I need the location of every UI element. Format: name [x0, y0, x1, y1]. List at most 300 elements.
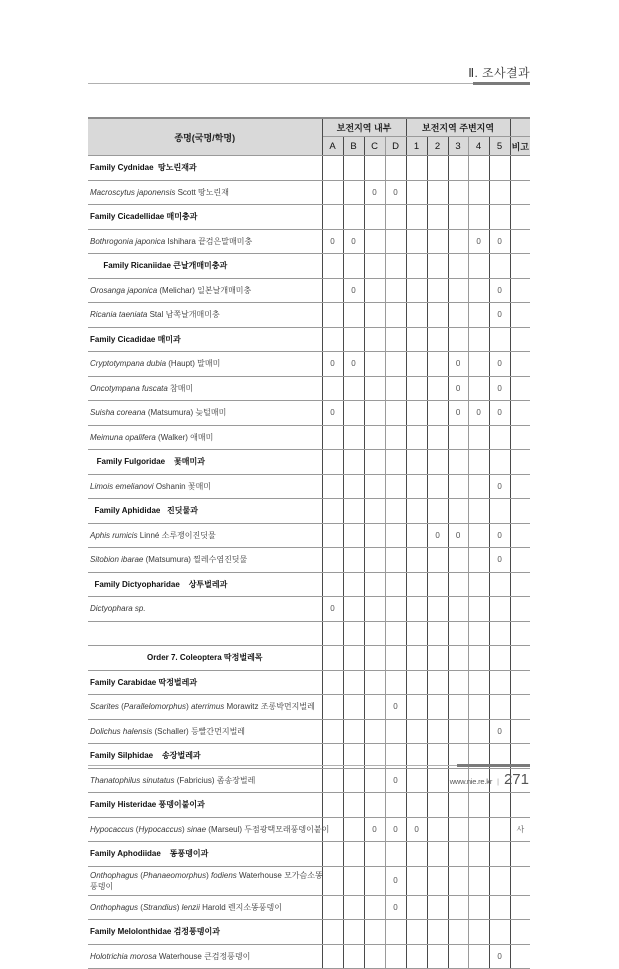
cell-5: 0 [489, 303, 510, 328]
cell-3 [448, 450, 468, 475]
cell-4 [468, 695, 489, 720]
author-common-name: Linné 소루쟁이진딧물 [137, 530, 216, 540]
column-header-d: D [385, 137, 406, 156]
cell-3 [448, 719, 468, 744]
species-row [88, 548, 530, 573]
cell-4 [468, 646, 489, 671]
author-common-name: Waterhouse 큰검정풍뎅이 [156, 951, 251, 961]
cell-2 [427, 695, 448, 720]
column-header-a: A [322, 137, 343, 156]
species-row [88, 695, 530, 720]
cell-2 [427, 920, 448, 945]
author-common-name: Waterhouse 모가슴소똥 풍뎅이 [90, 870, 323, 891]
cell-a [322, 895, 343, 920]
table-header [88, 118, 530, 156]
author-common-name: ) [182, 824, 187, 834]
author-common-name: (Walker) 애매미 [155, 432, 214, 442]
cell-c [364, 229, 385, 254]
cell-d: 0 [385, 866, 406, 895]
scientific-name: Ricania taeniata [90, 310, 148, 320]
cell-b [343, 768, 364, 793]
cell-1 [406, 327, 427, 352]
cell-b [343, 817, 364, 842]
species-row [88, 895, 530, 920]
cell-d [385, 646, 406, 671]
cell-3 [448, 793, 468, 818]
cell-5 [489, 793, 510, 818]
family-name-cell [88, 793, 322, 818]
family-label: Family Aphididae 진딧물과 [90, 506, 198, 516]
cell-b [343, 523, 364, 548]
column-group-inside: 보전지역 내부 [322, 118, 406, 137]
family-row [88, 920, 530, 945]
family-row [88, 499, 530, 524]
cell-5 [489, 895, 510, 920]
cell-d [385, 205, 406, 230]
cell-5 [489, 572, 510, 597]
species-row [88, 866, 530, 895]
cell-remarks [510, 670, 530, 695]
cell-b [343, 303, 364, 328]
cell-3: 0 [448, 352, 468, 377]
family-name-cell [88, 842, 322, 867]
species-name-cell [88, 352, 322, 377]
cell-c [364, 548, 385, 573]
family-name-cell [88, 670, 322, 695]
cell-b: 0 [343, 352, 364, 377]
cell-3: 0 [448, 401, 468, 426]
cell-b [343, 842, 364, 867]
author-common-name: ( [133, 824, 139, 834]
species-name-cell [88, 695, 322, 720]
cell-a [322, 425, 343, 450]
cell-c [364, 499, 385, 524]
cell-c [364, 695, 385, 720]
empty-row [88, 621, 530, 646]
species-row [88, 401, 530, 426]
species-name-cell [88, 401, 322, 426]
cell-2 [427, 327, 448, 352]
scientific-name: Sitobion ibarae [90, 555, 144, 565]
cell-2 [427, 793, 448, 818]
cell-remarks [510, 376, 530, 401]
cell-1 [406, 719, 427, 744]
cell-remarks [510, 156, 530, 181]
scientific-name: Thanatophilus sinutatus [90, 775, 175, 785]
cell-a [322, 278, 343, 303]
cell-5 [489, 450, 510, 475]
column-header-remarks: 비고 [510, 137, 530, 156]
cell-d [385, 254, 406, 279]
cell-1 [406, 572, 427, 597]
cell-3 [448, 229, 468, 254]
cell-a [322, 920, 343, 945]
footer-url: www.nie.re.kr [449, 777, 493, 786]
cell-5 [489, 866, 510, 895]
cell-d [385, 548, 406, 573]
cell-4 [468, 920, 489, 945]
scientific-name: Orosanga japonica [90, 285, 158, 295]
cell-5 [489, 180, 510, 205]
cell-4 [468, 597, 489, 622]
cell-1 [406, 944, 427, 969]
scientific-name: Aphis rumicis [90, 530, 138, 540]
cell-remarks [510, 695, 530, 720]
cell-5 [489, 670, 510, 695]
cell-d: 0 [385, 895, 406, 920]
cell-b [343, 695, 364, 720]
cell-d [385, 156, 406, 181]
cell-5: 0 [489, 719, 510, 744]
page-number: 271 [503, 771, 529, 788]
cell-a [322, 842, 343, 867]
cell-1 [406, 597, 427, 622]
scientific-name: Onthophagus [90, 902, 139, 912]
cell-b [343, 944, 364, 969]
cell-4 [468, 303, 489, 328]
cell-a: 0 [322, 597, 343, 622]
cell-a [322, 523, 343, 548]
cell-5 [489, 597, 510, 622]
cell-1 [406, 303, 427, 328]
cell-d [385, 719, 406, 744]
cell-1 [406, 499, 427, 524]
cell-2 [427, 474, 448, 499]
cell-3 [448, 548, 468, 573]
cell-4 [468, 450, 489, 475]
cell-4 [468, 548, 489, 573]
cell-4 [468, 523, 489, 548]
cell-remarks [510, 646, 530, 671]
author-common-name: Scott 땅노린재 [175, 187, 229, 197]
family-label: Family Cicadellidae 매미충과 [90, 212, 198, 222]
family-row [88, 254, 530, 279]
cell-d: 0 [385, 180, 406, 205]
cell-a [322, 695, 343, 720]
author-common-name: 참매미 [167, 383, 194, 393]
cell-b [343, 572, 364, 597]
cell-b [343, 499, 364, 524]
species-survey-table [88, 117, 530, 969]
author-common-name: (Schaller) 등빨간먼지벌레 [152, 726, 246, 736]
cell-d: 0 [385, 817, 406, 842]
cell-5 [489, 499, 510, 524]
cell-3 [448, 866, 468, 895]
scientific-name: Hypocaccus [138, 824, 183, 834]
cell-d [385, 376, 406, 401]
cell-c [364, 572, 385, 597]
cell-2 [427, 376, 448, 401]
cell-a: 0 [322, 229, 343, 254]
scientific-name: Dolichus halensis [90, 726, 153, 736]
species-name-cell [88, 523, 322, 548]
cell-a [322, 621, 343, 646]
author-common-name: ( [138, 870, 143, 880]
cell-d: 0 [385, 695, 406, 720]
cell-c [364, 670, 385, 695]
scientific-name: fodiens [210, 870, 237, 880]
cell-3 [448, 817, 468, 842]
cell-1 [406, 450, 427, 475]
cell-remarks [510, 548, 530, 573]
scientific-name: Oncotympana fuscata [90, 383, 168, 393]
scientific-name: Meimuna opalifera [90, 432, 156, 442]
author-common-name: ( [118, 702, 124, 712]
cell-3 [448, 180, 468, 205]
cell-5: 0 [489, 474, 510, 499]
cell-5: 0 [489, 944, 510, 969]
cell-1 [406, 401, 427, 426]
species-name-cell [88, 866, 322, 895]
cell-5: 0 [489, 229, 510, 254]
cell-remarks [510, 597, 530, 622]
species-row [88, 376, 530, 401]
species-row [88, 229, 530, 254]
cell-d [385, 352, 406, 377]
cell-4 [468, 866, 489, 895]
cell-d [385, 944, 406, 969]
cell-4 [468, 944, 489, 969]
family-name-cell [88, 499, 322, 524]
cell-c [364, 842, 385, 867]
cell-3 [448, 597, 468, 622]
cell-4 [468, 499, 489, 524]
cell-3 [448, 474, 468, 499]
cell-d [385, 474, 406, 499]
cell-remarks [510, 474, 530, 499]
cell-a [322, 944, 343, 969]
cell-4 [468, 180, 489, 205]
cell-c [364, 327, 385, 352]
cell-5 [489, 646, 510, 671]
cell-3 [448, 254, 468, 279]
cell-remarks [510, 205, 530, 230]
cell-a [322, 670, 343, 695]
cell-2 [427, 719, 448, 744]
species-name-cell [88, 768, 322, 793]
footer-separator: | [497, 779, 499, 786]
cell-remarks [510, 719, 530, 744]
cell-5 [489, 695, 510, 720]
cell-remarks [510, 425, 530, 450]
cell-2 [427, 303, 448, 328]
family-name-cell [88, 450, 322, 475]
cell-a [322, 254, 343, 279]
cell-1 [406, 425, 427, 450]
column-header-5: 5 [489, 137, 510, 156]
cell-b [343, 895, 364, 920]
cell-4 [468, 352, 489, 377]
cell-2 [427, 499, 448, 524]
cell-remarks [510, 499, 530, 524]
cell-1 [406, 695, 427, 720]
cell-a [322, 548, 343, 573]
scientific-name: Macroscytus japonensis [90, 187, 176, 197]
column-group-around: 보전지역 주변지역 [406, 118, 510, 137]
cell-remarks [510, 254, 530, 279]
cell-b [343, 670, 364, 695]
species-row [88, 597, 530, 622]
cell-4 [468, 205, 489, 230]
cell-c [364, 646, 385, 671]
family-label: Family Aphodiidae 똥풍뎅이과 [90, 849, 209, 859]
cell-3 [448, 895, 468, 920]
cell-2 [427, 401, 448, 426]
cell-c [364, 254, 385, 279]
cell-1 [406, 768, 427, 793]
empty-name-cell [88, 621, 322, 646]
cell-1 [406, 352, 427, 377]
cell-c [364, 401, 385, 426]
cell-b: 0 [343, 229, 364, 254]
cell-d [385, 621, 406, 646]
family-name-cell [88, 254, 322, 279]
cell-3 [448, 670, 468, 695]
cell-3 [448, 621, 468, 646]
cell-c [364, 278, 385, 303]
cell-3 [448, 695, 468, 720]
cell-b [343, 646, 364, 671]
cell-c [364, 719, 385, 744]
cell-remarks [510, 303, 530, 328]
cell-2 [427, 352, 448, 377]
author-common-name: (Matsumura) 늦털매미 [145, 408, 227, 418]
cell-1 [406, 278, 427, 303]
cell-remarks [510, 523, 530, 548]
cell-5 [489, 842, 510, 867]
cell-2 [427, 670, 448, 695]
cell-a [322, 327, 343, 352]
cell-1 [406, 621, 427, 646]
author-common-name: Harold 렌지소똥풍뎅이 [199, 902, 282, 912]
scientific-name: Bothrogonia japonica [90, 236, 166, 246]
cell-3 [448, 920, 468, 945]
cell-d [385, 920, 406, 945]
footer-rule-accent [457, 764, 530, 767]
cell-c [364, 425, 385, 450]
cell-remarks [510, 229, 530, 254]
cell-c [364, 303, 385, 328]
cell-5: 0 [489, 401, 510, 426]
column-header-2: 2 [427, 137, 448, 156]
scientific-name: Phanaeomorphus [142, 870, 207, 880]
cell-1 [406, 523, 427, 548]
cell-2 [427, 156, 448, 181]
cell-4 [468, 842, 489, 867]
scientific-name: aterrimus [190, 702, 225, 712]
family-name-cell [88, 156, 322, 181]
cell-b [343, 376, 364, 401]
table-body [88, 156, 530, 969]
cell-c [364, 376, 385, 401]
cell-1 [406, 254, 427, 279]
cell-5: 0 [489, 278, 510, 303]
cell-3 [448, 327, 468, 352]
cell-5 [489, 156, 510, 181]
cell-c [364, 944, 385, 969]
cell-a [322, 768, 343, 793]
scientific-name: Holotrichia morosa [90, 951, 157, 961]
cell-b [343, 920, 364, 945]
cell-c [364, 450, 385, 475]
cell-4 [468, 474, 489, 499]
species-row [88, 278, 530, 303]
cell-2 [427, 646, 448, 671]
cell-remarks [510, 572, 530, 597]
cell-b [343, 327, 364, 352]
author-common-name: Stal 남쪽날개매미충 [147, 310, 220, 320]
cell-c [364, 523, 385, 548]
cell-c [364, 474, 385, 499]
species-name-cell [88, 719, 322, 744]
cell-remarks [510, 180, 530, 205]
species-name-cell [88, 425, 322, 450]
cell-4 [468, 670, 489, 695]
cell-3 [448, 646, 468, 671]
cell-1 [406, 920, 427, 945]
species-row [88, 817, 530, 842]
cell-d [385, 450, 406, 475]
author-common-name: (Matsumura) 찔레수염진딧물 [143, 555, 248, 565]
species-row [88, 523, 530, 548]
cell-a [322, 156, 343, 181]
cell-3: 0 [448, 376, 468, 401]
cell-1 [406, 793, 427, 818]
order-name-cell [88, 646, 322, 671]
cell-4 [468, 278, 489, 303]
family-name-cell [88, 205, 322, 230]
family-row [88, 205, 530, 230]
author-common-name: ) [206, 870, 211, 880]
cell-d [385, 793, 406, 818]
order-label: Order 7. Coleoptera 딱정벌레목 [146, 653, 263, 663]
header-rule [88, 83, 530, 84]
cell-remarks: 사 [510, 817, 530, 842]
cell-b [343, 597, 364, 622]
cell-5 [489, 254, 510, 279]
cell-remarks [510, 866, 530, 895]
cell-c [364, 205, 385, 230]
column-group-remarks-blank [510, 118, 530, 137]
author-common-name: (Haupt) 말매미 [166, 359, 221, 369]
cell-3: 0 [448, 523, 468, 548]
species-name-cell [88, 474, 322, 499]
cell-3 [448, 156, 468, 181]
scientific-name: Suisha coreana [90, 408, 146, 418]
cell-4 [468, 327, 489, 352]
species-name-cell [88, 817, 330, 842]
cell-2 [427, 548, 448, 573]
cell-5 [489, 817, 510, 842]
cell-remarks [510, 895, 530, 920]
family-row [88, 842, 530, 867]
cell-remarks [510, 327, 530, 352]
cell-d: 0 [385, 768, 406, 793]
family-label: Family Ricaniidae 큰날개매미충과 [90, 261, 228, 271]
cell-1 [406, 156, 427, 181]
cell-c [364, 156, 385, 181]
cell-4 [468, 425, 489, 450]
species-name-cell [88, 180, 322, 205]
cell-5 [489, 425, 510, 450]
author-common-name: (Marseul) 두점광택모래풍뎅이붙이 [206, 824, 330, 834]
cell-4: 0 [468, 229, 489, 254]
cell-2 [427, 768, 448, 793]
cell-d [385, 523, 406, 548]
cell-remarks [510, 621, 530, 646]
column-header-1: 1 [406, 137, 427, 156]
scientific-name: Dictyophara sp. [90, 604, 146, 614]
